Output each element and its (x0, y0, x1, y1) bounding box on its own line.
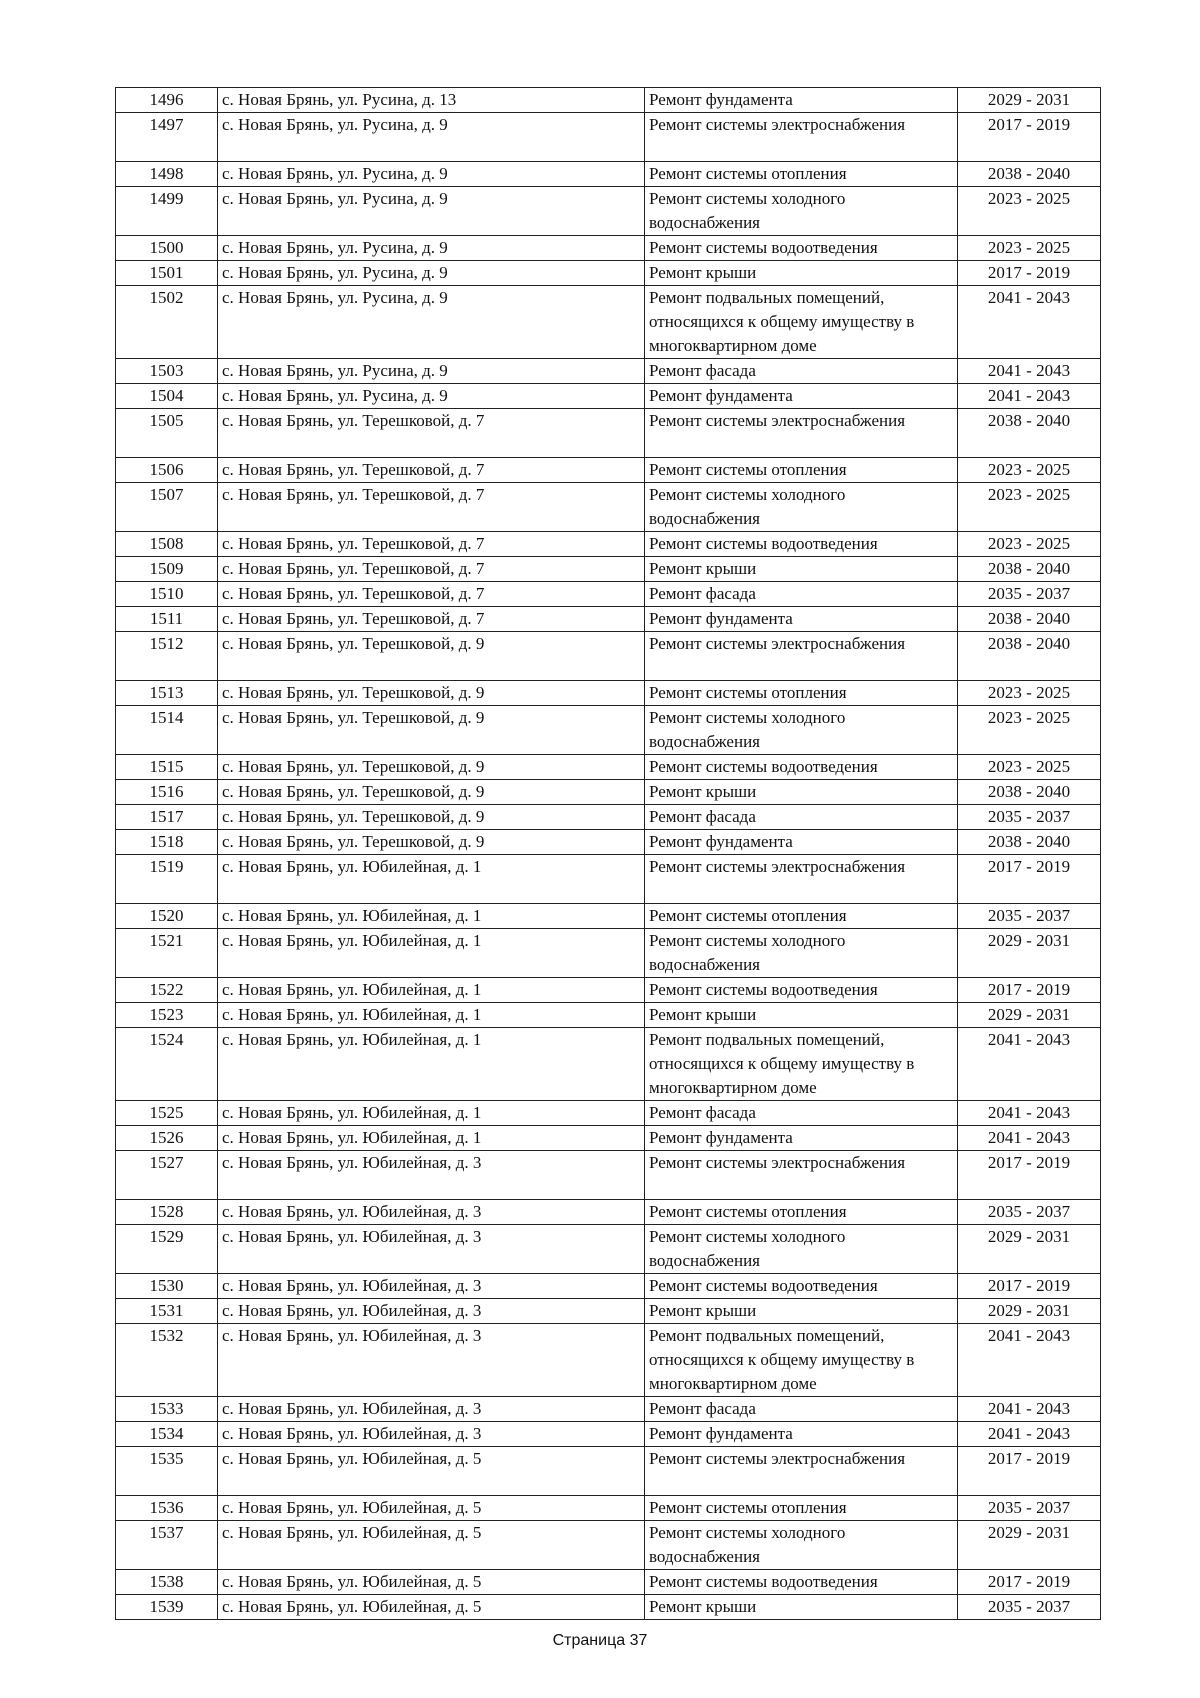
address-cell: с. Новая Брянь, ул. Юбилейная, д. 3 (218, 1274, 645, 1299)
address-cell: с. Новая Брянь, ул. Юбилейная, д. 3 (218, 1225, 645, 1274)
address-cell: с. Новая Брянь, ул. Русина, д. 9 (218, 286, 645, 359)
row-number-cell: 1498 (116, 162, 218, 187)
table-row (116, 1521, 1101, 1570)
table-row (116, 113, 1101, 162)
address-cell: с. Новая Брянь, ул. Юбилейная, д. 3 (218, 1151, 645, 1200)
table-row (116, 1324, 1101, 1397)
row-number-cell: 1522 (116, 978, 218, 1003)
work-type-cell: Ремонт фасада (645, 1101, 958, 1126)
work-type-cell: Ремонт системы отопления (645, 162, 958, 187)
table-row (116, 1595, 1101, 1620)
row-number-cell: 1521 (116, 929, 218, 978)
table-row (116, 1274, 1101, 1299)
address-cell: с. Новая Брянь, ул. Терешковой, д. 7 (218, 409, 645, 458)
row-number-cell: 1513 (116, 681, 218, 706)
work-type-cell: Ремонт системы холодного водоснабжения (645, 483, 958, 532)
address-cell: с. Новая Брянь, ул. Терешковой, д. 7 (218, 458, 645, 483)
table-row (116, 236, 1101, 261)
row-number-cell: 1510 (116, 582, 218, 607)
period-cell: 2041 - 2043 (958, 359, 1101, 384)
address-cell: с. Новая Брянь, ул. Юбилейная, д. 1 (218, 904, 645, 929)
period-cell: 2041 - 2043 (958, 1422, 1101, 1447)
work-type-cell: Ремонт системы отопления (645, 1496, 958, 1521)
row-number-cell: 1506 (116, 458, 218, 483)
table-row (116, 1151, 1101, 1200)
page-number-label: Страница 37 (552, 1632, 648, 1649)
table-row (116, 1225, 1101, 1274)
address-cell: с. Новая Брянь, ул. Русина, д. 9 (218, 261, 645, 286)
table-row (116, 359, 1101, 384)
address-cell: с. Новая Брянь, ул. Юбилейная, д. 1 (218, 1101, 645, 1126)
period-cell: 2038 - 2040 (958, 780, 1101, 805)
work-type-cell: Ремонт системы холодного водоснабжения (645, 706, 958, 755)
row-number-cell: 1514 (116, 706, 218, 755)
work-type-cell: Ремонт крыши (645, 557, 958, 582)
period-cell: 2023 - 2025 (958, 681, 1101, 706)
address-cell: с. Новая Брянь, ул. Терешковой, д. 7 (218, 483, 645, 532)
address-cell: с. Новая Брянь, ул. Терешковой, д. 7 (218, 557, 645, 582)
row-number-cell: 1520 (116, 904, 218, 929)
row-number-cell: 1526 (116, 1126, 218, 1151)
row-number-cell: 1517 (116, 805, 218, 830)
work-type-cell: Ремонт системы холодного водоснабжения (645, 187, 958, 236)
period-cell: 2041 - 2043 (958, 1126, 1101, 1151)
row-number-cell: 1518 (116, 830, 218, 855)
table-row (116, 557, 1101, 582)
address-cell: с. Новая Брянь, ул. Русина, д. 9 (218, 113, 645, 162)
row-number-cell: 1515 (116, 755, 218, 780)
row-number-cell: 1497 (116, 113, 218, 162)
address-cell: с. Новая Брянь, ул. Русина, д. 13 (218, 88, 645, 113)
period-cell: 2038 - 2040 (958, 162, 1101, 187)
period-cell: 2041 - 2043 (958, 1101, 1101, 1126)
work-type-cell: Ремонт подвальных помещений, относящихся к общему имуществу в многоквартирном доме (645, 1028, 958, 1101)
row-number-cell: 1532 (116, 1324, 218, 1397)
page-footer (0, 1632, 1200, 1650)
period-cell: 2035 - 2037 (958, 1595, 1101, 1620)
period-cell: 2023 - 2025 (958, 706, 1101, 755)
period-cell: 2038 - 2040 (958, 409, 1101, 458)
period-cell: 2041 - 2043 (958, 286, 1101, 359)
address-cell: с. Новая Брянь, ул. Юбилейная, д. 3 (218, 1324, 645, 1397)
period-cell: 2038 - 2040 (958, 557, 1101, 582)
table-row (116, 632, 1101, 681)
table-row (116, 1101, 1101, 1126)
address-cell: с. Новая Брянь, ул. Юбилейная, д. 1 (218, 1003, 645, 1028)
row-number-cell: 1504 (116, 384, 218, 409)
period-cell: 2035 - 2037 (958, 904, 1101, 929)
period-cell: 2035 - 2037 (958, 582, 1101, 607)
address-cell: с. Новая Брянь, ул. Терешковой, д. 9 (218, 681, 645, 706)
address-cell: с. Новая Брянь, ул. Терешковой, д. 7 (218, 532, 645, 557)
work-type-cell: Ремонт подвальных помещений, относящихся к общему имуществу в многоквартирном доме (645, 1324, 958, 1397)
table-row (116, 582, 1101, 607)
table-body (116, 88, 1101, 1620)
row-number-cell: 1505 (116, 409, 218, 458)
work-type-cell: Ремонт фундамента (645, 1422, 958, 1447)
period-cell: 2017 - 2019 (958, 855, 1101, 904)
work-type-cell: Ремонт системы водоотведения (645, 532, 958, 557)
address-cell: с. Новая Брянь, ул. Юбилейная, д. 3 (218, 1397, 645, 1422)
work-type-cell: Ремонт системы водоотведения (645, 978, 958, 1003)
row-number-cell: 1496 (116, 88, 218, 113)
address-cell: с. Новая Брянь, ул. Русина, д. 9 (218, 359, 645, 384)
address-cell: с. Новая Брянь, ул. Юбилейная, д. 3 (218, 1299, 645, 1324)
row-number-cell: 1524 (116, 1028, 218, 1101)
period-cell: 2017 - 2019 (958, 1570, 1101, 1595)
period-cell: 2017 - 2019 (958, 1274, 1101, 1299)
period-cell: 2035 - 2037 (958, 1200, 1101, 1225)
period-cell: 2023 - 2025 (958, 236, 1101, 261)
period-cell: 2041 - 2043 (958, 1397, 1101, 1422)
address-cell: с. Новая Брянь, ул. Терешковой, д. 7 (218, 607, 645, 632)
period-cell: 2029 - 2031 (958, 1521, 1101, 1570)
period-cell: 2038 - 2040 (958, 632, 1101, 681)
address-cell: с. Новая Брянь, ул. Терешковой, д. 9 (218, 830, 645, 855)
work-type-cell: Ремонт системы электроснабжения (645, 409, 958, 458)
address-cell: с. Новая Брянь, ул. Юбилейная, д. 1 (218, 855, 645, 904)
work-type-cell: Ремонт системы электроснабжения (645, 1151, 958, 1200)
row-number-cell: 1500 (116, 236, 218, 261)
row-number-cell: 1537 (116, 1521, 218, 1570)
address-cell: с. Новая Брянь, ул. Терешковой, д. 7 (218, 582, 645, 607)
period-cell: 2035 - 2037 (958, 1496, 1101, 1521)
table-row (116, 1570, 1101, 1595)
work-type-cell: Ремонт системы электроснабжения (645, 632, 958, 681)
address-cell: с. Новая Брянь, ул. Терешковой, д. 9 (218, 780, 645, 805)
work-type-cell: Ремонт системы холодного водоснабжения (645, 1225, 958, 1274)
work-type-cell: Ремонт крыши (645, 1299, 958, 1324)
work-type-cell: Ремонт системы водоотведения (645, 755, 958, 780)
table-row (116, 780, 1101, 805)
address-cell: с. Новая Брянь, ул. Юбилейная, д. 5 (218, 1447, 645, 1496)
work-type-cell: Ремонт фасада (645, 582, 958, 607)
address-cell: с. Новая Брянь, ул. Русина, д. 9 (218, 384, 645, 409)
work-type-cell: Ремонт фундамента (645, 88, 958, 113)
address-cell: с. Новая Брянь, ул. Русина, д. 9 (218, 162, 645, 187)
address-cell: с. Новая Брянь, ул. Юбилейная, д. 1 (218, 1028, 645, 1101)
row-number-cell: 1508 (116, 532, 218, 557)
table-row (116, 830, 1101, 855)
table-row (116, 384, 1101, 409)
period-cell: 2017 - 2019 (958, 261, 1101, 286)
row-number-cell: 1523 (116, 1003, 218, 1028)
work-type-cell: Ремонт системы водоотведения (645, 1274, 958, 1299)
table-row (116, 532, 1101, 557)
table-row (116, 1496, 1101, 1521)
period-cell: 2029 - 2031 (958, 1225, 1101, 1274)
row-number-cell: 1533 (116, 1397, 218, 1422)
work-type-cell: Ремонт крыши (645, 261, 958, 286)
table-row (116, 1200, 1101, 1225)
work-type-cell: Ремонт фасада (645, 805, 958, 830)
row-number-cell: 1503 (116, 359, 218, 384)
row-number-cell: 1539 (116, 1595, 218, 1620)
capital-repair-table (115, 87, 1101, 1620)
table-row (116, 1028, 1101, 1101)
work-type-cell: Ремонт системы отопления (645, 681, 958, 706)
period-cell: 2023 - 2025 (958, 532, 1101, 557)
table-row (116, 162, 1101, 187)
row-number-cell: 1534 (116, 1422, 218, 1447)
table-row (116, 1126, 1101, 1151)
row-number-cell: 1501 (116, 261, 218, 286)
row-number-cell: 1499 (116, 187, 218, 236)
work-type-cell: Ремонт фундамента (645, 830, 958, 855)
address-cell: с. Новая Брянь, ул. Юбилейная, д. 1 (218, 929, 645, 978)
address-cell: с. Новая Брянь, ул. Юбилейная, д. 1 (218, 978, 645, 1003)
table-row (116, 483, 1101, 532)
work-type-cell: Ремонт крыши (645, 780, 958, 805)
table-row (116, 805, 1101, 830)
period-cell: 2029 - 2031 (958, 88, 1101, 113)
row-number-cell: 1512 (116, 632, 218, 681)
work-type-cell: Ремонт фасада (645, 1397, 958, 1422)
table-row (116, 904, 1101, 929)
address-cell: с. Новая Брянь, ул. Юбилейная, д. 5 (218, 1496, 645, 1521)
work-type-cell: Ремонт системы холодного водоснабжения (645, 1521, 958, 1570)
work-type-cell: Ремонт крыши (645, 1595, 958, 1620)
table-row (116, 706, 1101, 755)
period-cell: 2041 - 2043 (958, 384, 1101, 409)
period-cell: 2017 - 2019 (958, 1447, 1101, 1496)
table-row (116, 607, 1101, 632)
table-row (116, 409, 1101, 458)
period-cell: 2017 - 2019 (958, 1151, 1101, 1200)
table-row (116, 187, 1101, 236)
address-cell: с. Новая Брянь, ул. Юбилейная, д. 1 (218, 1126, 645, 1151)
address-cell: с. Новая Брянь, ул. Юбилейная, д. 3 (218, 1422, 645, 1447)
table-row (116, 1422, 1101, 1447)
address-cell: с. Новая Брянь, ул. Юбилейная, д. 5 (218, 1570, 645, 1595)
period-cell: 2029 - 2031 (958, 1299, 1101, 1324)
address-cell: с. Новая Брянь, ул. Терешковой, д. 9 (218, 755, 645, 780)
row-number-cell: 1535 (116, 1447, 218, 1496)
work-type-cell: Ремонт фундамента (645, 1126, 958, 1151)
row-number-cell: 1529 (116, 1225, 218, 1274)
period-cell: 2041 - 2043 (958, 1324, 1101, 1397)
address-cell: с. Новая Брянь, ул. Русина, д. 9 (218, 187, 645, 236)
period-cell: 2041 - 2043 (958, 1028, 1101, 1101)
table-row (116, 88, 1101, 113)
table-row (116, 978, 1101, 1003)
period-cell: 2023 - 2025 (958, 187, 1101, 236)
address-cell: с. Новая Брянь, ул. Юбилейная, д. 5 (218, 1595, 645, 1620)
table-row (116, 261, 1101, 286)
table-row (116, 855, 1101, 904)
period-cell: 2017 - 2019 (958, 113, 1101, 162)
row-number-cell: 1516 (116, 780, 218, 805)
row-number-cell: 1502 (116, 286, 218, 359)
work-type-cell: Ремонт системы водоотведения (645, 1570, 958, 1595)
row-number-cell: 1519 (116, 855, 218, 904)
period-cell: 2023 - 2025 (958, 483, 1101, 532)
table-row (116, 1003, 1101, 1028)
period-cell: 2023 - 2025 (958, 458, 1101, 483)
row-number-cell: 1511 (116, 607, 218, 632)
row-number-cell: 1538 (116, 1570, 218, 1595)
work-type-cell: Ремонт крыши (645, 1003, 958, 1028)
work-type-cell: Ремонт системы электроснабжения (645, 855, 958, 904)
period-cell: 2038 - 2040 (958, 830, 1101, 855)
address-cell: с. Новая Брянь, ул. Терешковой, д. 9 (218, 632, 645, 681)
period-cell: 2035 - 2037 (958, 805, 1101, 830)
table-row (116, 681, 1101, 706)
work-type-cell: Ремонт системы электроснабжения (645, 113, 958, 162)
address-cell: с. Новая Брянь, ул. Юбилейная, д. 3 (218, 1200, 645, 1225)
work-type-cell: Ремонт системы электроснабжения (645, 1447, 958, 1496)
work-type-cell: Ремонт системы отопления (645, 904, 958, 929)
table-row (116, 458, 1101, 483)
period-cell: 2023 - 2025 (958, 755, 1101, 780)
period-cell: 2029 - 2031 (958, 1003, 1101, 1028)
row-number-cell: 1528 (116, 1200, 218, 1225)
work-type-cell: Ремонт подвальных помещений, относящихся к общему имуществу в многоквартирном доме (645, 286, 958, 359)
address-cell: с. Новая Брянь, ул. Юбилейная, д. 5 (218, 1521, 645, 1570)
work-type-cell: Ремонт системы холодного водоснабжения (645, 929, 958, 978)
period-cell: 2017 - 2019 (958, 978, 1101, 1003)
address-cell: с. Новая Брянь, ул. Терешковой, д. 9 (218, 805, 645, 830)
row-number-cell: 1527 (116, 1151, 218, 1200)
table-row (116, 1397, 1101, 1422)
work-type-cell: Ремонт системы отопления (645, 1200, 958, 1225)
table-row (116, 929, 1101, 978)
row-number-cell: 1536 (116, 1496, 218, 1521)
row-number-cell: 1530 (116, 1274, 218, 1299)
table-row (116, 1447, 1101, 1496)
work-type-cell: Ремонт системы водоотведения (645, 236, 958, 261)
table-row (116, 755, 1101, 780)
row-number-cell: 1507 (116, 483, 218, 532)
row-number-cell: 1509 (116, 557, 218, 582)
address-cell: с. Новая Брянь, ул. Терешковой, д. 9 (218, 706, 645, 755)
row-number-cell: 1531 (116, 1299, 218, 1324)
table-row (116, 286, 1101, 359)
work-type-cell: Ремонт фундамента (645, 384, 958, 409)
work-type-cell: Ремонт фундамента (645, 607, 958, 632)
work-type-cell: Ремонт системы отопления (645, 458, 958, 483)
work-type-cell: Ремонт фасада (645, 359, 958, 384)
row-number-cell: 1525 (116, 1101, 218, 1126)
table-row (116, 1299, 1101, 1324)
period-cell: 2029 - 2031 (958, 929, 1101, 978)
address-cell: с. Новая Брянь, ул. Русина, д. 9 (218, 236, 645, 261)
period-cell: 2038 - 2040 (958, 607, 1101, 632)
